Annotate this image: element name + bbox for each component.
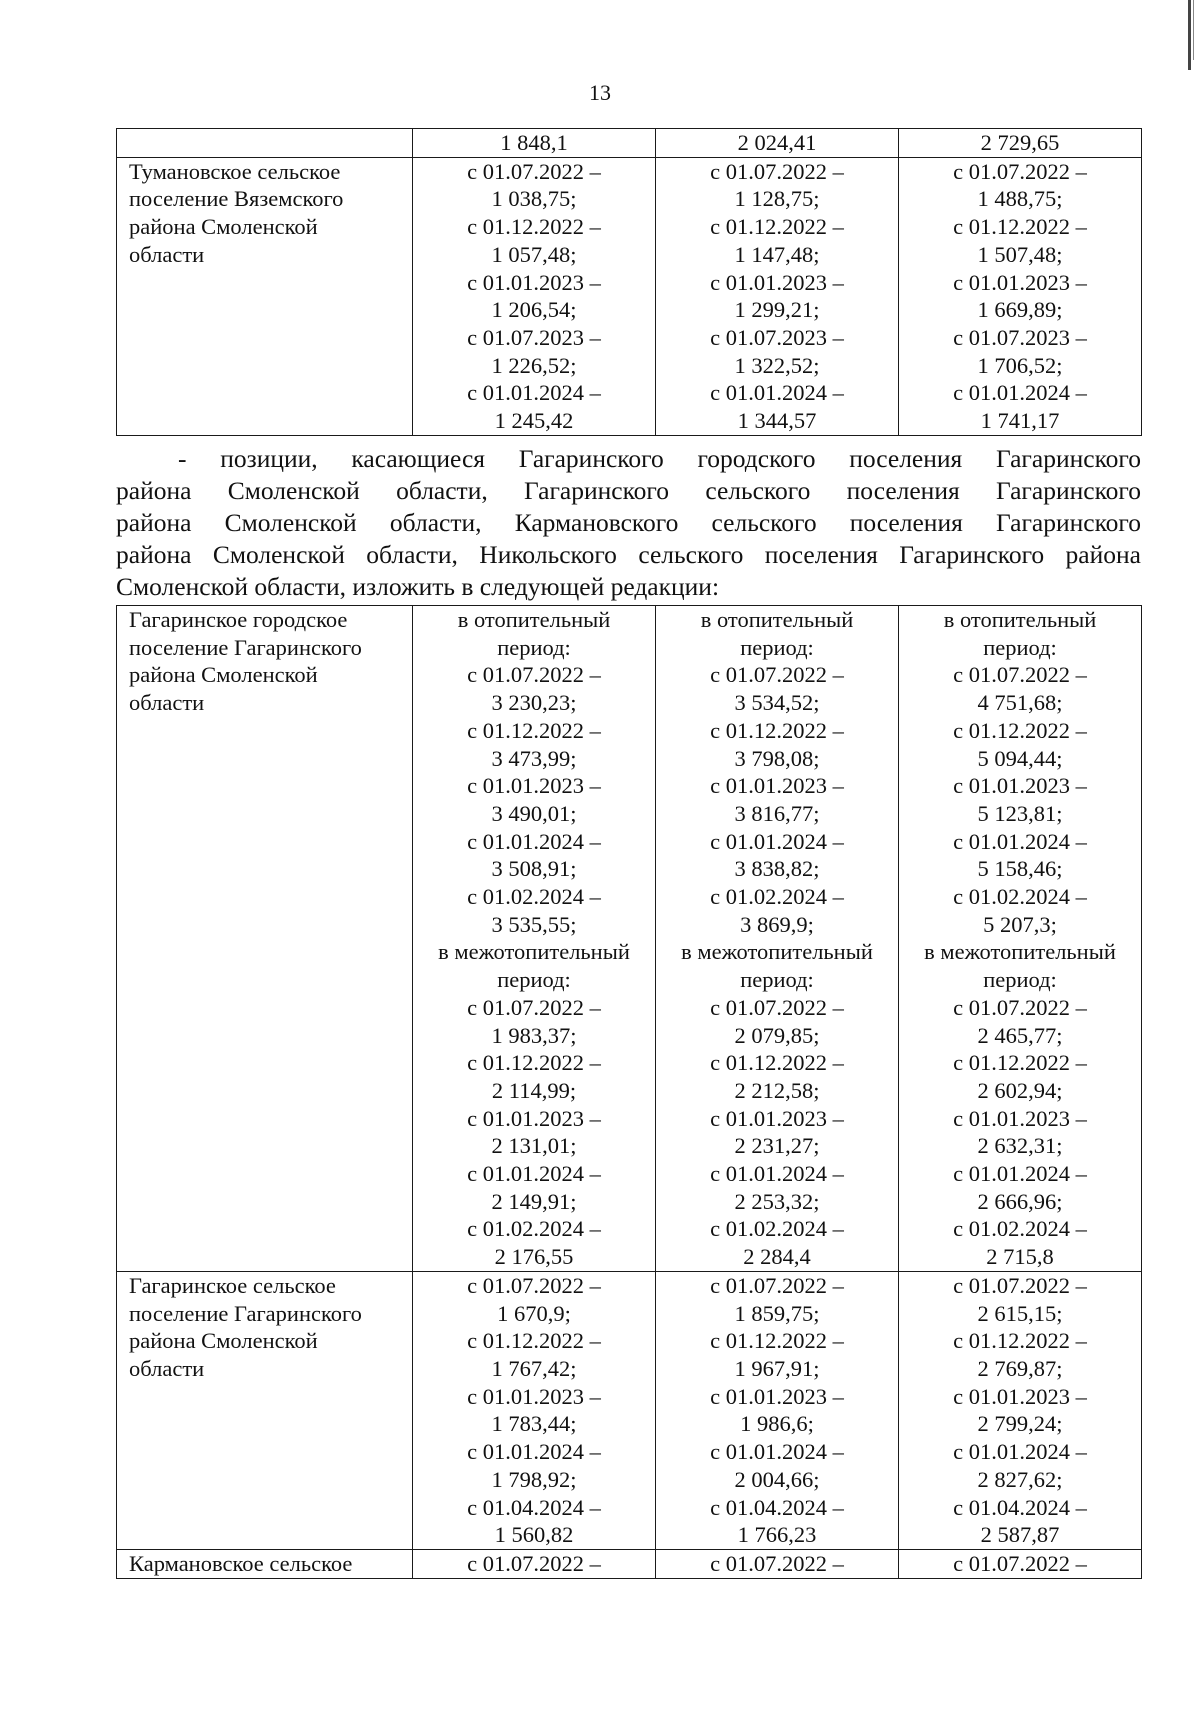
settlement-name-line: Кармановское сельское bbox=[129, 1550, 353, 1576]
tariff-line: 2 131,01; bbox=[491, 1133, 577, 1159]
tariff-line: с 01.01.2023 – bbox=[953, 1105, 1087, 1131]
tariff-line: с 01.02.2024 – bbox=[467, 884, 601, 910]
tariff-line: с 01.07.2022 – bbox=[710, 158, 844, 184]
tariff-line: 2 715,8 bbox=[986, 1244, 1054, 1270]
tariff-line: 3 838,82; bbox=[734, 856, 820, 882]
tariff-cell bbox=[899, 1549, 1142, 1578]
tariff-line: период: bbox=[740, 634, 814, 660]
tariff-line: с 01.12.2022 – bbox=[953, 1050, 1087, 1076]
tariff-line: 3 473,99; bbox=[491, 745, 577, 771]
tariff-line: с 01.04.2024 – bbox=[953, 1494, 1087, 1520]
tariff-line: 2 284,4 bbox=[743, 1244, 811, 1270]
tariff-line: с 01.02.2024 – bbox=[710, 884, 844, 910]
tariff-line: 1 245,42 bbox=[494, 408, 574, 434]
amendment-paragraph bbox=[116, 443, 1141, 603]
tariff-line: 1 767,42; bbox=[491, 1355, 577, 1381]
tariff-line: 1 983,37; bbox=[491, 1022, 577, 1048]
tariff-line: с 01.12.2022 – bbox=[467, 214, 601, 240]
tariff-line: с 01.07.2022 – bbox=[467, 994, 601, 1020]
tariff-line: 1 986,6; bbox=[740, 1411, 814, 1437]
tariff-cell bbox=[899, 1271, 1142, 1549]
scan-edge-mark bbox=[1188, 0, 1191, 70]
tariff-line: с 01.01.2024 – bbox=[710, 828, 844, 854]
tariff-cell bbox=[413, 606, 656, 1272]
tariff-line: с 01.07.2022 – bbox=[467, 1550, 601, 1576]
tariff-line: 2 004,66; bbox=[734, 1466, 820, 1492]
tariff-line: 1 741,17 bbox=[980, 408, 1060, 434]
tariff-line: 2 149,91; bbox=[491, 1188, 577, 1214]
settlement-name-cell bbox=[117, 1271, 413, 1549]
tariff-line: 3 508,91; bbox=[491, 856, 577, 882]
tariff-line: с 01.12.2022 – bbox=[953, 1328, 1087, 1354]
tariff-line: с 01.07.2022 – bbox=[953, 662, 1087, 688]
tariff-line: 1 147,48; bbox=[734, 241, 820, 267]
tariff-line: 1 967,91; bbox=[734, 1355, 820, 1381]
tariff-line: с 01.01.2023 – bbox=[467, 269, 601, 295]
settlement-name-line: района Смоленской bbox=[129, 214, 318, 240]
tariff-line: 1 798,92; bbox=[491, 1466, 577, 1492]
tariff-line: 3 534,52; bbox=[734, 690, 820, 716]
tariff-line: в межотопительный bbox=[438, 939, 630, 965]
tariff-line: с 01.02.2024 – bbox=[953, 884, 1087, 910]
table-row bbox=[117, 606, 1142, 1272]
tariff-line: период: bbox=[983, 967, 1057, 993]
tariff-cell bbox=[656, 157, 899, 435]
settlement-name-line: области bbox=[129, 690, 205, 716]
settlement-name-cell bbox=[117, 1549, 413, 1578]
tariff-line: 1 669,89; bbox=[977, 297, 1063, 323]
tariff-line: с 01.01.2024 – bbox=[467, 380, 601, 406]
tariff-line: 5 207,3; bbox=[983, 911, 1057, 937]
tariff-line: период: bbox=[983, 634, 1057, 660]
tariff-line: 2 079,85; bbox=[734, 1022, 820, 1048]
tariff-cell bbox=[413, 157, 656, 435]
tariff-line: с 01.01.2024 – bbox=[953, 1161, 1087, 1187]
settlement-name-cell bbox=[117, 606, 413, 1272]
tariff-line: 2 024,41 bbox=[737, 130, 817, 155]
tariff-line: 2 587,87 bbox=[980, 1522, 1060, 1548]
tariff-line: с 01.07.2022 – bbox=[710, 1272, 844, 1298]
tariff-line: период: bbox=[497, 967, 571, 993]
table-row bbox=[117, 1549, 1142, 1578]
tariff-line: с 01.07.2022 – bbox=[953, 158, 1087, 184]
table-row bbox=[117, 157, 1142, 435]
tariff-cell bbox=[899, 129, 1142, 158]
settlement-name-line: Гагаринское городское bbox=[129, 607, 348, 632]
settlement-name-line: поселение Гагаринского bbox=[129, 1300, 362, 1326]
tariff-line: 2 632,31; bbox=[977, 1133, 1063, 1159]
tariff-line: с 01.07.2023 – bbox=[467, 324, 601, 350]
tariff-line: период: bbox=[497, 634, 571, 660]
settlement-name-line: поселение Гагаринского bbox=[129, 634, 362, 660]
paragraph-line: района Смоленской области, Гагаринского сельского поселения Гагаринского bbox=[116, 476, 1141, 505]
tariff-line: с 01.12.2022 – bbox=[467, 717, 601, 743]
tariff-line: с 01.07.2022 – bbox=[953, 1272, 1087, 1298]
tariff-cell bbox=[656, 1549, 899, 1578]
tariff-line: 5 094,44; bbox=[977, 745, 1063, 771]
tariff-line: 2 212,58; bbox=[734, 1077, 820, 1103]
tariff-line: с 01.01.2024 – bbox=[710, 380, 844, 406]
settlement-name-line: области bbox=[129, 1355, 205, 1381]
tariff-line: 2 666,96; bbox=[977, 1188, 1063, 1214]
tariff-line: 4 751,68; bbox=[977, 690, 1063, 716]
tariff-line: с 01.12.2022 – bbox=[710, 214, 844, 240]
table-row bbox=[117, 129, 1142, 158]
tariff-cell bbox=[899, 606, 1142, 1272]
tariff-table-continued bbox=[116, 128, 1142, 436]
tariff-cell bbox=[656, 606, 899, 1272]
tariff-line: 1 206,54; bbox=[491, 297, 577, 323]
tariff-line: 1 128,75; bbox=[734, 186, 820, 212]
settlement-name-cell bbox=[117, 129, 413, 158]
tariff-cell bbox=[413, 1549, 656, 1578]
tariff-line: с 01.07.2022 – bbox=[953, 994, 1087, 1020]
tariff-line: с 01.07.2023 – bbox=[710, 324, 844, 350]
tariff-line: с 01.07.2022 – bbox=[710, 1550, 844, 1576]
settlement-name-line: Гагаринское сельское bbox=[129, 1272, 336, 1298]
tariff-line: 3 535,55; bbox=[491, 911, 577, 937]
tariff-line: 1 706,52; bbox=[977, 352, 1063, 378]
tariff-line: с 01.12.2022 – bbox=[467, 1328, 601, 1354]
tariff-line: с 01.01.2023 – bbox=[953, 1383, 1087, 1409]
tariff-line: с 01.01.2024 – bbox=[953, 1439, 1087, 1465]
tariff-line: 1 057,48; bbox=[491, 241, 577, 267]
tariff-line: с 01.01.2024 – bbox=[953, 828, 1087, 854]
tariff-line: с 01.07.2022 – bbox=[467, 1272, 601, 1298]
tariff-line: в отопительный bbox=[457, 607, 611, 632]
tariff-line: с 01.01.2023 – bbox=[710, 1105, 844, 1131]
tariff-line: 2 231,27; bbox=[734, 1133, 820, 1159]
tariff-line: 2 729,65 bbox=[980, 130, 1060, 155]
tariff-line: с 01.02.2024 – bbox=[953, 1216, 1087, 1242]
tariff-line: с 01.07.2023 – bbox=[953, 324, 1087, 350]
tariff-line: с 01.12.2022 – bbox=[953, 214, 1087, 240]
paragraph-line: - позиции, касающиеся Гагаринского городского поселения Гагаринского bbox=[178, 444, 1141, 473]
tariff-line: с 01.01.2023 – bbox=[710, 773, 844, 799]
tariff-line: с 01.07.2022 – bbox=[710, 994, 844, 1020]
tariff-line: 3 816,77; bbox=[734, 800, 820, 826]
settlement-name-cell bbox=[117, 157, 413, 435]
tariff-line: с 01.12.2022 – bbox=[710, 717, 844, 743]
tariff-line: с 01.01.2023 – bbox=[710, 269, 844, 295]
tariff-line: 1 322,52; bbox=[734, 352, 820, 378]
tariff-line: с 01.07.2022 – bbox=[467, 158, 601, 184]
tariff-line: период: bbox=[740, 967, 814, 993]
paragraph-line: Смоленской области, изложить в следующей редакции: bbox=[116, 572, 720, 601]
tariff-line: с 01.01.2023 – bbox=[467, 1105, 601, 1131]
tariff-line: 2 465,77; bbox=[977, 1022, 1063, 1048]
tariff-line: с 01.01.2024 – bbox=[710, 1161, 844, 1187]
tariff-line: с 01.01.2024 – bbox=[467, 828, 601, 854]
tariff-line: 3 490,01; bbox=[491, 800, 577, 826]
tariff-line: с 01.01.2024 – bbox=[467, 1161, 601, 1187]
tariff-line: с 01.01.2023 – bbox=[953, 773, 1087, 799]
tariff-line: с 01.12.2022 – bbox=[710, 1050, 844, 1076]
tariff-line: с 01.01.2023 – bbox=[467, 1383, 601, 1409]
tariff-line: 5 158,46; bbox=[977, 856, 1063, 882]
tariff-line: 1 226,52; bbox=[491, 352, 577, 378]
tariff-cell bbox=[899, 157, 1142, 435]
tariff-line: 2 769,87; bbox=[977, 1355, 1063, 1381]
tariff-line: 1 299,21; bbox=[734, 297, 820, 323]
tariff-line: с 01.07.2022 – bbox=[467, 662, 601, 688]
tariff-line: 1 848,1 bbox=[500, 130, 568, 155]
tariff-line: с 01.01.2024 – bbox=[710, 1439, 844, 1465]
tariff-line: 1 344,57 bbox=[737, 408, 817, 434]
page-number: 13 bbox=[589, 80, 611, 105]
tariff-line: 1 560,82 bbox=[494, 1522, 574, 1548]
tariff-line: с 01.01.2024 – bbox=[953, 380, 1087, 406]
tariff-cell bbox=[413, 129, 656, 158]
tariff-line: с 01.07.2022 – bbox=[710, 662, 844, 688]
tariff-line: 5 123,81; bbox=[977, 800, 1063, 826]
tariff-line: 1 488,75; bbox=[977, 186, 1063, 212]
tariff-line: 3 798,08; bbox=[734, 745, 820, 771]
tariff-line: 2 176,55 bbox=[494, 1244, 574, 1270]
tariff-line: 2 615,15; bbox=[977, 1300, 1063, 1326]
tariff-line: с 01.12.2022 – bbox=[710, 1328, 844, 1354]
table-row bbox=[117, 1271, 1142, 1549]
tariff-line: 1 670,9; bbox=[497, 1300, 571, 1326]
settlement-name-line: поселение Вяземского bbox=[129, 186, 344, 212]
tariff-cell bbox=[656, 129, 899, 158]
settlement-name-line: Тумановское сельское bbox=[129, 158, 341, 184]
tariff-line: 3 869,9; bbox=[740, 911, 814, 937]
tariff-line: с 01.12.2022 – bbox=[953, 717, 1087, 743]
tariff-line: с 01.01.2024 – bbox=[467, 1439, 601, 1465]
settlement-name-line: района Смоленской bbox=[129, 1328, 318, 1354]
tariff-line: 2 114,99; bbox=[491, 1077, 577, 1103]
tariff-line: 2 827,62; bbox=[977, 1466, 1063, 1492]
tariff-cell bbox=[656, 1271, 899, 1549]
tariff-cell bbox=[413, 1271, 656, 1549]
tariff-line: 3 230,23; bbox=[491, 690, 577, 716]
tariff-line: в отопительный bbox=[700, 607, 854, 632]
tariff-line: 1 766,23 bbox=[737, 1522, 817, 1548]
tariff-table-gagarin bbox=[116, 605, 1142, 1579]
settlement-name-line: района Смоленской bbox=[129, 662, 318, 688]
tariff-line: 2 602,94; bbox=[977, 1077, 1063, 1103]
tariff-line: в межотопительный bbox=[681, 939, 873, 965]
tariff-line: 1 783,44; bbox=[491, 1411, 577, 1437]
tariff-line: 1 859,75; bbox=[734, 1300, 820, 1326]
tariff-line: с 01.01.2023 – bbox=[953, 269, 1087, 295]
tariff-line: с 01.04.2024 – bbox=[710, 1494, 844, 1520]
tariff-line: с 01.02.2024 – bbox=[467, 1216, 601, 1242]
paragraph-line: района Смоленской области, Кармановского сельского поселения Гагаринского bbox=[116, 508, 1141, 537]
tariff-line: 2 799,24; bbox=[977, 1411, 1063, 1437]
tariff-line: с 01.01.2023 – bbox=[467, 773, 601, 799]
settlement-name-line: области bbox=[129, 241, 205, 267]
tariff-line: с 01.02.2024 – bbox=[710, 1216, 844, 1242]
tariff-line: 1 507,48; bbox=[977, 241, 1063, 267]
tariff-line: с 01.01.2023 – bbox=[710, 1383, 844, 1409]
tariff-line: с 01.07.2022 – bbox=[953, 1550, 1087, 1576]
tariff-line: 1 038,75; bbox=[491, 186, 577, 212]
paragraph-line: района Смоленской области, Никольского сельского поселения Гагаринского района bbox=[116, 540, 1141, 569]
tariff-line: с 01.12.2022 – bbox=[467, 1050, 601, 1076]
tariff-line: 2 253,32; bbox=[734, 1188, 820, 1214]
tariff-line: в отопительный bbox=[943, 607, 1097, 632]
scan-edge-mark-thin bbox=[1193, 0, 1194, 60]
tariff-line: с 01.04.2024 – bbox=[467, 1494, 601, 1520]
tariff-line: в межотопительный bbox=[924, 939, 1116, 965]
